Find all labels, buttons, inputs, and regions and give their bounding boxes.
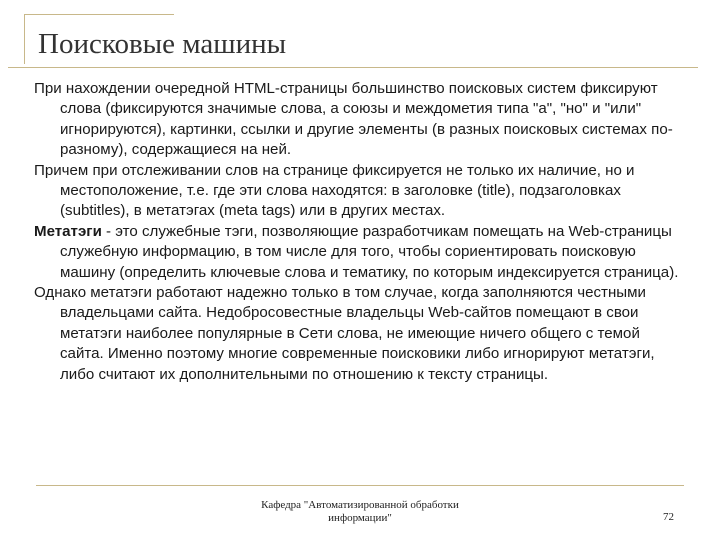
- paragraph-3-text: - это служебные тэги, позволяющие разработчикам помещать на Web-страницы служебную информацию, в том числе для того, чтобы сориентировать поисковую машину (определить ключевые слова и тематику, по которым индексируется страница).: [60, 222, 679, 281]
- paragraph-2: [34, 161, 684, 222]
- paragraph-3-term: Метатэги: [34, 222, 102, 240]
- footer-line-1: Кафедра "Автоматизированной обработки: [261, 499, 459, 511]
- paragraph-3: [34, 222, 684, 283]
- page-number: 72: [663, 511, 674, 523]
- title-divider: [8, 67, 698, 68]
- paragraph-4: [34, 283, 684, 385]
- paragraph-4-text: Однако метатэги работают надежно только в том случае, когда заполняются честными владельцами сайта. Недобросовестные владельцы Web-сайтов помещают в свои метатэги наиболее популярные в Сети слова, не имеющие ничего общего с темой сайта. Именно поэтому многие современные поисковики либо игнорируют метатэги, либо считают их дополнительными по отношению к тексту страницы.: [34, 284, 655, 383]
- footer-divider: [36, 485, 684, 486]
- paragraph-1: [34, 79, 684, 161]
- paragraph-2-text: Причем при отслеживании слов на странице фиксируется не только их наличие, но и местоположение, т.е. где эти слова находятся: в заголовке (title), подзаголовках (subtitles), в метатэгах (meta tags) или в других местах.: [34, 161, 635, 220]
- slide-title: Поисковые машины: [38, 28, 287, 60]
- paragraph-1-text: При нахождении очередной HTML-страницы большинство поисковых систем фиксируют слова (фиксируются значимые слова, а союзы и междометия типа "а", "но" и "или" игнорируются), картинки, ссылки и другие элементы (в разных поисковых системах по-разному), содержащиеся на ней.: [34, 80, 673, 159]
- title-frame-vertical-line: [24, 14, 25, 64]
- title-frame-horizontal-line: [24, 14, 174, 15]
- slide-body: [34, 79, 684, 385]
- footer-line-2: информации": [328, 512, 392, 524]
- footer-department: [250, 499, 470, 525]
